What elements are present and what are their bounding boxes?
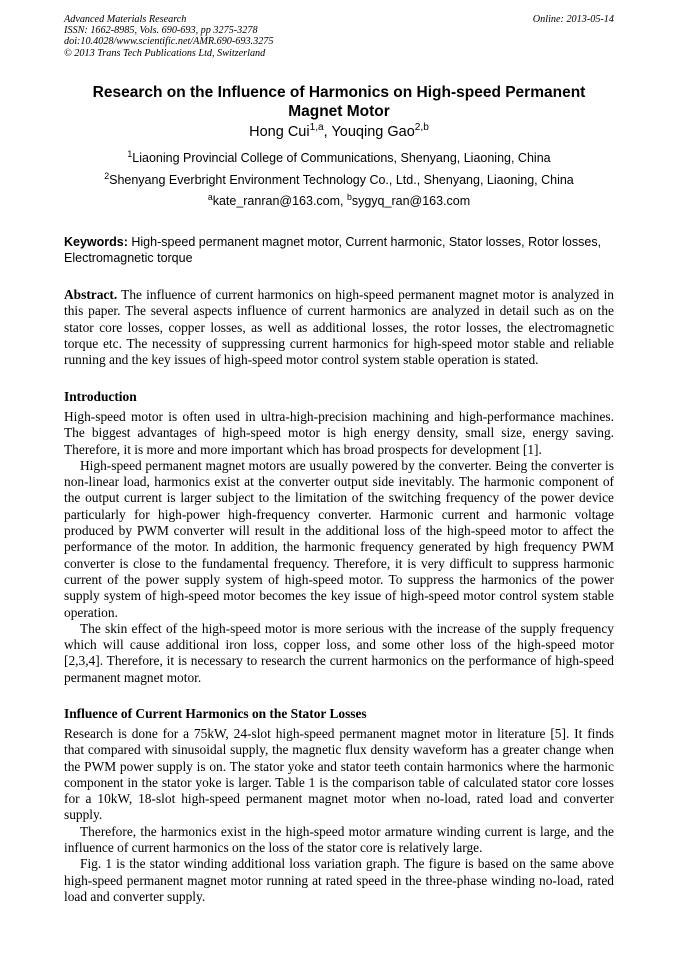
- section-2-heading: Influence of Current Harmonics on the Stator Losses: [64, 706, 367, 721]
- introduction-paragraph-2: High-speed permanent magnet motors are usually powered by the converter. Being the converter is non-linear load, harmonics exist at the converter output side inevitably. The harmonic component of the output current is larger subject to the limitation of the switching frequency of the power device particularly for high-power high-frequency converter. Harmonic current and harmonic voltage produced by PWM converter will result in the additional loss of the high-speed motor to affect the performance of the motor. In addition, the harmonic frequency generated by high frequency PWM converter is close to the fundamental frequency. Therefore, it is very difficult to suppress harmonic current of the power supply system of high-speed motor. To suppress the harmonics of the power supply system of high-speed motor becomes the key issue of high-speed motor control system stable operation.: [64, 457, 614, 620]
- introduction-paragraph-3: The skin effect of the high-speed motor is more serious with the increase of the supply frequency which will cause additional iron loss, copper loss, and some other loss of the high-speed motor [2,3,4]. Therefore, it is necessary to research the current harmonics on the performance of high-speed permanent magnet motor.: [64, 620, 614, 685]
- author-2-name: Youqing Gao: [331, 124, 415, 140]
- title-line-1: Research on the Influence of Harmonics on High-speed Permanent: [92, 84, 586, 101]
- section-2-paragraph-2: Therefore, the harmonics exist in the high-speed motor armature winding current is large, and the influence of current harmonics on the loss of the stator core is relatively large.: [64, 823, 614, 856]
- keywords-text: High-speed permanent magnet motor, Current harmonic, Stator losses, Rotor losses, Electromagnetic torque: [64, 235, 602, 265]
- section-2-paragraph-3: Fig. 1 is the stator winding additional loss variation graph. The figure is based on the same above high-speed permanent magnet motor running at rated speed in the three-phase winding no-load, rated load and converter supply.: [64, 856, 614, 904]
- issn-line: ISSN: 1662-8985, Vols. 690-693, pp 3275-3278: [64, 25, 258, 37]
- email-a: kate_ranran@163.com,: [212, 194, 347, 208]
- affiliation-2-sup: 2: [104, 170, 110, 181]
- section-2-paragraph-1: Research is done for a 75kW, 24-slot high-speed permanent magnet motor in literature [5]. It finds that compared with sinusoidal supply, the magnetic flux density waveform has a greater change when the PWM power supply is on. The stator yoke and stator teeth contain harmonics where the harmonic component in the stator yoke is larger. Table 1 is the comparison table of calculated stator core losses for a 10kW, 18-slot high-speed permanent magnet motor when no-load, rated load and converter supply.: [64, 726, 614, 823]
- email-line: [64, 193, 614, 209]
- affiliation-1: [64, 150, 614, 166]
- copyright-line: © 2013 Trans Tech Publications Ltd, Switzerland: [64, 47, 266, 59]
- introduction-paragraph-1: High-speed motor is often used in ultra-high-precision machining and high-performance machines. The biggest advantages of high-speed motor is high energy density, small size, energy saving. Therefore, it is more and more important which has broad prospects for development [1].: [64, 409, 614, 457]
- author-2-sup: 2,b: [414, 122, 429, 134]
- affiliation-2: [64, 172, 614, 188]
- affiliation-1-text: Liaoning Provincial College of Communications, Shenyang, Liaoning, China: [132, 151, 551, 165]
- section-2-body: [64, 726, 614, 905]
- online-date: Online: 2013-05-14: [532, 14, 614, 25]
- abstract-text: The influence of current harmonics on high-speed permanent magnet motor is analyzed in this paper. The several aspects influence of current harmonics are analyzed in detail such as on the stator core losses, copper losses, as well as additional losses, the rotor losses, the electromagnetic torque etc. The necessity of suppressing current harmonics for high-speed motor stable and reliable running and the key issues of high-speed motor control system stable operation is stated.: [64, 287, 614, 368]
- keywords-label: Keywords:: [64, 235, 128, 249]
- journal-header: [64, 14, 614, 59]
- email-b-sup: b: [346, 191, 352, 202]
- paper-title: [64, 83, 614, 121]
- affiliation-2-text: Shenyang Everbright Environment Technology Co., Ltd., Shenyang, Liaoning, China: [109, 173, 574, 187]
- doi-line: doi:10.4028/www.scientific.net/AMR.690-693.3275: [64, 36, 274, 48]
- email-b: sygyq_ran@163.com: [351, 194, 471, 208]
- email-a-sup: a: [207, 191, 213, 202]
- introduction-body: [64, 409, 614, 686]
- affiliation-1-sup: 1: [127, 148, 133, 159]
- introduction-heading: Introduction: [64, 389, 137, 404]
- title-line-2: Magnet Motor: [288, 103, 390, 120]
- keywords: [64, 234, 614, 266]
- abstract: [64, 287, 614, 368]
- journal-name: Advanced Materials Research: [64, 14, 187, 25]
- abstract-label: Abstract.: [64, 287, 118, 302]
- author-1-sup: 1,a: [309, 122, 324, 134]
- author-list: [64, 123, 614, 141]
- author-separator: ,: [323, 124, 332, 140]
- author-1-name: Hong Cui: [249, 124, 310, 140]
